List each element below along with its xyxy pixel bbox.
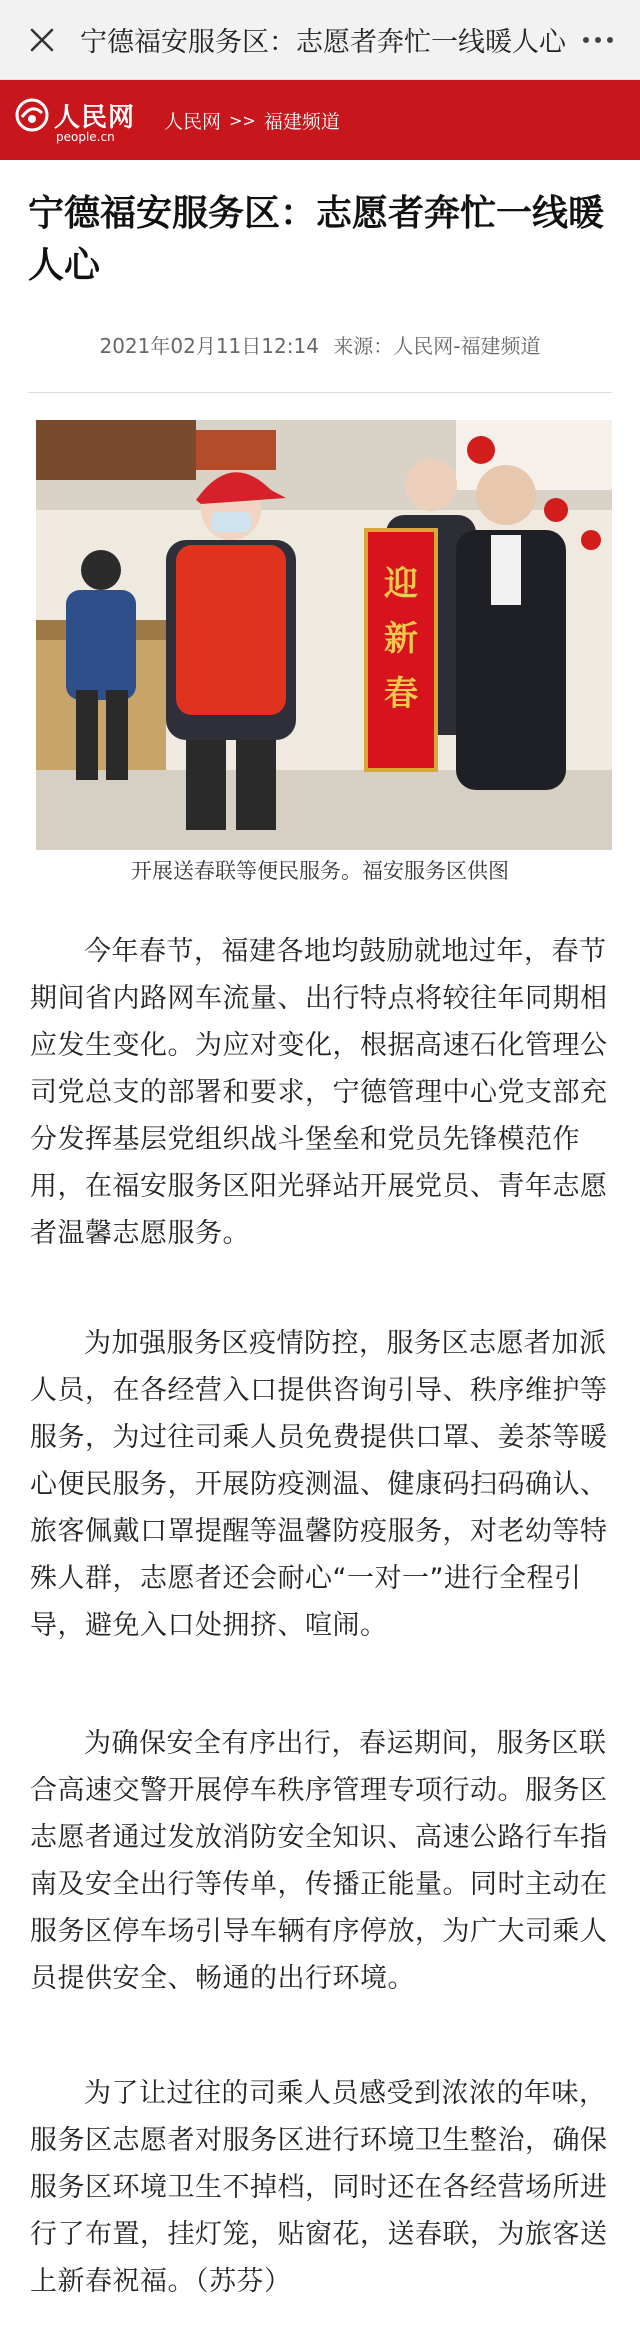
svg-text:新: 新 [384, 619, 418, 659]
article-paragraph: 为加强服务区疫情防控，服务区志愿者加派人员，在各经营入口提供咨询引导、秩序维护等服务，为过往司乘人员免费提供口罩、姜茶等暖心便民服务，开展防疫测温、健康码扫码确认、旅客佩戴口罩提醒等温馨防疫服务，对老幼等特殊人群，志愿者还会耐心“一对一”进行全程引导，避免入口处拥挤、喧闹。 [30, 1328, 608, 1641]
logo-text: 人民网 [54, 102, 136, 133]
article-paragraph: 为确保安全有序出行，春运期间，服务区联合高速交警开展停车秩序管理专项行动。服务区志愿者通过发放消防安全知识、高速公路行车指南及安全出行等传单，传播正能量。同时主动在服务区停车场引导车辆有序停放，为广大司乘人员提供安全、畅通的出行环境。 [30, 1728, 608, 1994]
breadcrumb-home[interactable]: 人民网 [164, 110, 222, 133]
article-meta [0, 330, 640, 359]
article-paragraph: 为了让过往的司乘人员感受到浓浓的年味，服务区志愿者对服务区进行环境卫生整治，确保服务区环境卫生不掉档，同时还在各经营场所进行了布置，挂灯笼，贴窗花，送春联，为旅客送上新春祝福。（苏芬） [30, 2078, 608, 2297]
article-source: 来源：人民网-福建频道 [333, 334, 541, 358]
close-icon [29, 27, 55, 53]
close-button[interactable] [22, 20, 62, 60]
photo-caption: 开展送春联等便民服务。福安服务区供图 [131, 859, 509, 883]
logo-url: people.cn [56, 129, 115, 144]
svg-text:春: 春 [384, 674, 418, 714]
divider [28, 392, 612, 393]
logo-swirl-icon [14, 97, 50, 133]
people-daily-logo[interactable] [14, 90, 144, 150]
brand-header [0, 80, 640, 160]
article-paragraph: 今年春节，福建各地均鼓励就地过年，春节期间省内路网车流量、出行特点将较往年同期相应发生变化。为应对变化，根据高速石化管理公司党总支的部署和要求，宁德管理中心党支部充分发挥基层党组织战斗堡垒和党员先锋模范作用，在福安服务区阳光驿站开展党员、青年志愿者温馨志愿服务。 [30, 936, 608, 1249]
article-photo[interactable] [36, 420, 612, 850]
article-title: 宁德福安服务区：志愿者奔忙一线暖人心 [28, 193, 605, 286]
top-nav-bar [0, 0, 640, 80]
breadcrumb-channel[interactable]: 福建频道 [263, 110, 340, 133]
breadcrumb-separator: >> [229, 110, 256, 130]
breadcrumb [164, 107, 340, 134]
photo-illustration [36, 420, 612, 850]
more-dots-icon [583, 37, 589, 43]
page-title-bar: 宁德福安服务区：志愿者奔忙一线暖人心 [80, 27, 566, 58]
article-datetime: 2021年02月11日12:14 [99, 334, 319, 358]
svg-text:迎: 迎 [384, 564, 418, 604]
more-options-button[interactable] [578, 20, 618, 60]
